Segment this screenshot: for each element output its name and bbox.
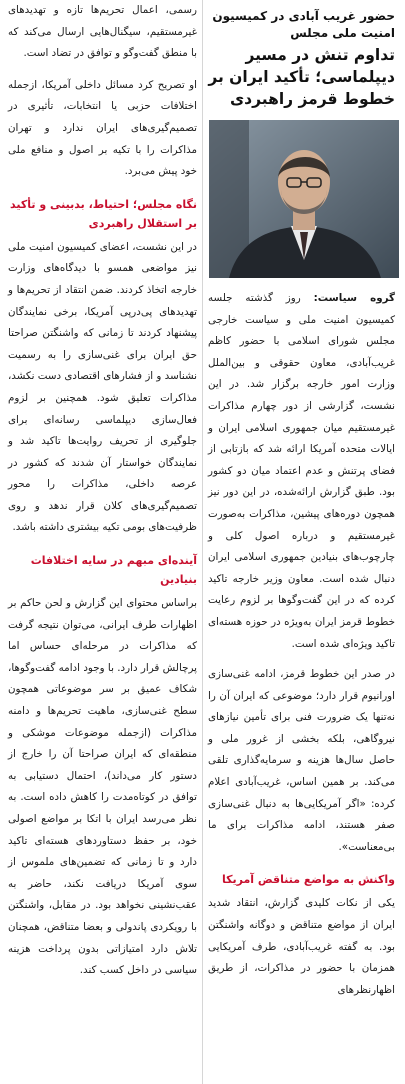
lead-text: روز گذشته جلسه کمیسیون امنیت ملی و سیاست خارجی مجلس شورای اسلامی با حضور کاظم غریب‌آبادی، معاون حقوقی و بین‌الملل وزارت امور خارجه برگزار شد. در این نشست، گزارشی از دور چهارم مذاکرات غیرمستقیم میان جمهوری اسلامی ایران و ایالات متحده آمریکا ارائه شد که بازتابی از فضای پرتنش و عدم اعتماد میان دو کشور بود. طبق گزارش ارائه‌شده، در این دور نیز همچون دوره‌های پیشین، مذاکرات به‌صورت غیرمستقیم و درباره اصول کلی و چارچوب‌های بنیادین جمهوری اسلامی ایران دنبال شده است. معاون وزیر خارجه تاکید کرده که در این گفت‌وگوها بر لزوم رعایت خطوط قرمز ایران به‌ویژه در حوزه هسته‌ای تاکید ویژه‌ای شده است. [208,292,395,650]
paragraph-continued: رسمی، اعمال تحریم‌ها تازه و تهدیدهای غیرمستقیم، سیگنال‌هایی ارسال می‌کند که با منطق گفت‌وگو و توافق در تضاد است. [8,4,197,60]
section-label: گروه سیاست: [313,292,396,304]
paragraph-domestic-issues: او تصریح کرد مسائل داخلی آمریکا، ازجمله اختلافات حزبی یا انتخابات، تأثیری در تصمیم‌گیری‌های ایران ندارد و تهران مذاکرات را با تکیه بر اصول و منافع ملی خود پیش می‌برد. [8,78,197,178]
left-column [4,0,199,1084]
subhead-parliament-view: نگاه مجلس؛ احتیاط، بدبینی و تأکید بر استقلال راهبردی [10,197,197,230]
paragraph-red-lines: در صدر این خطوط قرمز، ادامه غنی‌سازی اورانیوم قرار دارد؛ موضوعی که ایران آن را نه‌تنها یک ضرورت فنی برای تأمین نیازهای نیروگاهی، بلکه بخشی از غرور ملی و حاصل سال‌ها هزینه و سرمایه‌گذاری تلقی می‌کند. بر همین اساس، غریب‌آبادی اعلام کرده: «اگر آمریکایی‌ها به دنبال غنی‌سازی صفر هستند، ادامه مذاکرات برای ما بی‌معناست». [208,668,395,853]
subhead-uncertain-future: آینده‌ای مبهم در سایه اختلافات بنیادین [30,554,197,587]
portrait-photo [209,120,399,278]
subhead-contradictory-positions: واکنش به مواضع متناقض آمریکا [222,873,395,887]
right-column [206,0,399,1084]
article-headline: تداوم تنش در مسیر دیپلماسی؛ تأکید ایران بر خطوط قرمز راهبردی [208,46,395,108]
paragraph-contradictions: یکی از نکات کلیدی گزارش، انتقاد شدید ایران از مواضع متناقض و دوگانه واشنگتن بود. به گفته غریب‌آبادی، طرف آمریکایی همزمان با حضور در مذاکرات، از طریق اظهارنظرهای [208,897,395,996]
paragraph-future: براساس محتوای این گزارش و لحن حاکم بر اظهارات طرف ایرانی، می‌توان نتیجه گرفت که مذاکرات در مرحله‌ای حساس اما پرچالش قرار دارد. با وجود ادامه گفت‌وگوها، شکاف عمیق بر سر موضوعاتی همچون سطح غنی‌سازی، ماهیت تحریم‌ها و دامنه مذاکرات (ازجمله موضوعات موشکی و منطقه‌ای که ایران صراحتا آن را خارج از دستور کار می‌داند)، احتمال دستیابی به توافق در کوتاه‌مدت را کاهش داده است. به نظر می‌رسد ایران با اتکا بر مواضع اصولی خود، بر حفظ دستاوردهای هسته‌ای تاکید دارد و تا زمانی که تضمین‌های ملموس از سوی آمریکا دریافت نکند، حاضر به عقب‌نشینی نخواهد بود. در مقابل، واشنگتن با رویکردی پاندولی و بعضا متناقض، همچنان تلاش دارد امتیازاتی بدون پرداخت هزینه سیاسی در داخل کسب کند. [8,597,197,977]
paragraph-parliament: در این نشست، اعضای کمیسیون امنیت ملی نیز مواضعی همسو با دیدگاه‌های وزارت خارجه اتخاذ کردند. ضمن انتقاد از تحریم‌ها و تهدیدهای پی‌درپی آمریکا، برخی نمایندگان پیشنهاد کردند تا زمانی که واشنگتن صراحتا حق ایران برای غنی‌سازی را به رسمیت نشناسد و از فشارهای اقتصادی دست نکشد، مذاکرات تعلیق شود. همچنین بر لزوم فعال‌سازی دیپلماسی رسانه‌ای برای جلوگیری از تحریف روایت‌ها تاکید شد و نمایندگان خواستار آن شدند که کشور در عرصه داخلی، مذاکرات را محور تصمیم‌گیری‌های کلان قرار ندهد و روی ظرفیت‌های بومی تکیه بیشتری داشته باشد. [7,240,197,534]
article-kicker: حضور غریب آبادی در کمیسیون امنیت ملی مجلس [212,9,395,40]
lead-paragraph [208,288,395,655]
column-divider [202,0,203,1084]
